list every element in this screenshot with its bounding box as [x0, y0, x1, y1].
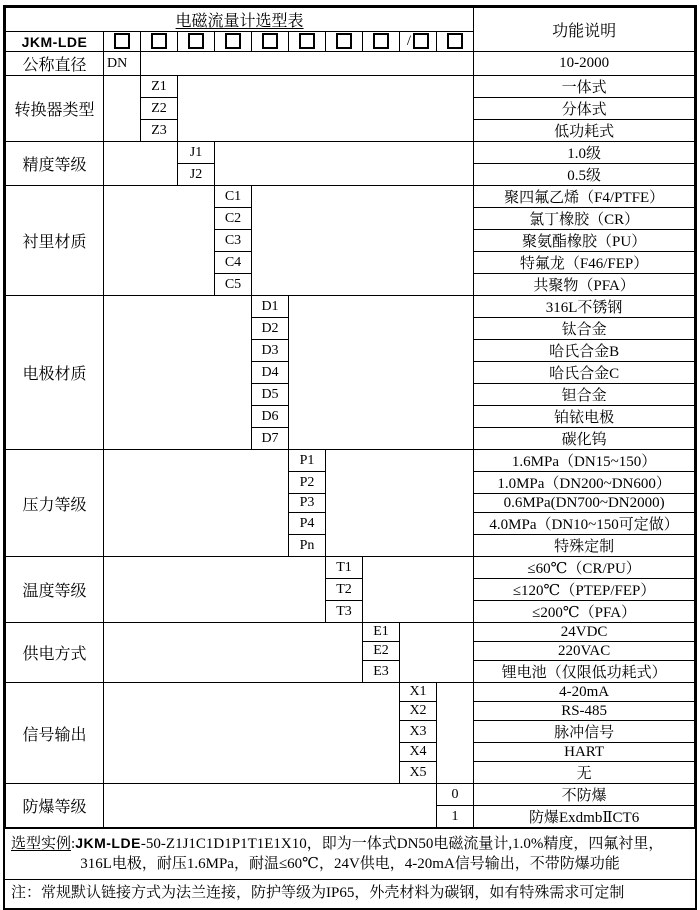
code-cell: J2: [178, 164, 215, 186]
table-row: [6, 142, 695, 164]
table-row: [6, 76, 695, 98]
empty-spacer-cell: [326, 450, 474, 557]
code-cell: C5: [215, 274, 252, 296]
function-desc-cell: 4-20mA: [474, 683, 695, 702]
model-code-cell: [363, 32, 400, 52]
section-label: 精度等级: [6, 142, 104, 186]
table-row: [6, 623, 695, 642]
model-code-cell: [104, 32, 141, 52]
code-cell: E1: [363, 623, 400, 642]
code-cell: DN: [104, 52, 141, 76]
code-cell: X5: [400, 762, 437, 784]
function-desc-cell: 不防爆: [474, 784, 695, 806]
empty-spacer-cell: [400, 623, 474, 683]
model-code-cell: [252, 32, 289, 52]
table-row: [6, 557, 695, 579]
table-row: [6, 52, 695, 76]
selection-table-body: [6, 8, 695, 828]
section-label: 公称直径: [6, 52, 104, 76]
code-cell: D5: [252, 384, 289, 406]
code-cell: E2: [363, 642, 400, 661]
code-cell: D7: [252, 428, 289, 450]
table-row: [6, 296, 695, 318]
table-row: [6, 784, 695, 806]
empty-spacer-cell: [104, 623, 363, 683]
empty-spacer-cell: [104, 450, 289, 557]
function-desc-cell: ≤60℃（CR/PU）: [474, 557, 695, 579]
code-cell: P3: [289, 494, 326, 513]
example-model-code: JKM-LDE: [75, 835, 141, 851]
function-desc-cell: 钽合金: [474, 384, 695, 406]
code-cell: T1: [326, 557, 363, 579]
code-cell: C1: [215, 186, 252, 208]
model-code-cell: [215, 32, 252, 52]
model-code-checkbox[interactable]: [188, 33, 204, 49]
function-desc-cell: RS-485: [474, 702, 695, 721]
function-desc-cell: 220VAC: [474, 642, 695, 661]
function-desc-cell: 无: [474, 762, 695, 784]
code-cell: D6: [252, 406, 289, 428]
empty-spacer-cell: [437, 683, 474, 784]
slash-separator: /: [406, 33, 412, 50]
model-code-cell: [326, 32, 363, 52]
selection-table: [5, 7, 695, 828]
code-cell: D1: [252, 296, 289, 318]
function-desc-cell: 0.6MPa(DN700~DN2000): [474, 494, 695, 513]
model-code-checkbox[interactable]: [299, 33, 315, 49]
empty-spacer-cell: [104, 683, 400, 784]
code-cell: C4: [215, 252, 252, 274]
model-code-checkbox[interactable]: [262, 33, 278, 49]
code-cell: C2: [215, 208, 252, 230]
section-label: 转换器类型: [6, 76, 104, 142]
model-code-checkbox[interactable]: [114, 33, 130, 49]
function-desc-cell: 共聚物（PFA）: [474, 274, 695, 296]
function-desc-cell: 低功耗式: [474, 120, 695, 142]
code-cell: X4: [400, 743, 437, 762]
example-line-1: [11, 833, 689, 854]
code-cell: C3: [215, 230, 252, 252]
example-block: [5, 828, 695, 879]
code-cell: E3: [363, 661, 400, 683]
function-desc-cell: 一体式: [474, 76, 695, 98]
function-desc-cell: ≤120℃（PTEP/FEP）: [474, 579, 695, 601]
code-cell: P2: [289, 472, 326, 494]
code-cell: Z1: [141, 76, 178, 98]
function-desc-cell: 特氟龙（F46/FEP）: [474, 252, 695, 274]
code-cell: D2: [252, 318, 289, 340]
model-code-checkbox[interactable]: [447, 33, 463, 49]
empty-spacer-cell: [141, 52, 474, 76]
code-cell: T3: [326, 601, 363, 623]
model-code-cell: [437, 32, 474, 52]
function-desc-cell: 防爆ExdmbⅡCT6: [474, 806, 695, 828]
function-desc-cell: 聚四氟乙烯（F4/PTFE）: [474, 186, 695, 208]
function-desc-cell: 特殊定制: [474, 535, 695, 557]
code-cell: Z3: [141, 120, 178, 142]
function-desc-cell: 哈氏合金B: [474, 340, 695, 362]
example-line1-rest: -50-Z1J1C1D1P1T1E1X10，即为一体式DN50电磁流量计,1.0%精度，四氟衬里，: [140, 836, 664, 852]
function-desc-cell: 氯丁橡胶（CR）: [474, 208, 695, 230]
table-title: 电磁流量计选型表: [6, 8, 474, 32]
function-desc-cell: 316L不锈钢: [474, 296, 695, 318]
empty-spacer-cell: [178, 76, 474, 142]
table-row: [6, 450, 695, 472]
empty-spacer-cell: [215, 142, 474, 186]
code-cell: Z2: [141, 98, 178, 120]
note-block: 注：常规默认链接方式为法兰连接，防护等级为IP65，外壳材料为碳钢，如有特殊需求可定制: [5, 879, 695, 908]
model-code-checkbox[interactable]: [373, 33, 389, 49]
function-desc-cell: 哈氏合金C: [474, 362, 695, 384]
code-cell: 1: [437, 806, 474, 828]
empty-spacer-cell: [104, 76, 141, 142]
code-cell: T2: [326, 579, 363, 601]
section-label: 衬里材质: [6, 186, 104, 296]
code-cell: X2: [400, 702, 437, 721]
table-row: [6, 683, 695, 702]
empty-spacer-cell: [104, 784, 437, 828]
function-desc-cell: 4.0MPa（DN10~150可定做）: [474, 513, 695, 535]
model-code-checkbox[interactable]: [151, 33, 167, 49]
function-desc-cell: 1.6MPa（DN15~150）: [474, 450, 695, 472]
function-desc-cell: 分体式: [474, 98, 695, 120]
code-cell: 0: [437, 784, 474, 806]
function-desc-cell: 10-2000: [474, 52, 695, 76]
model-code-cell: [400, 32, 437, 52]
section-label: 信号输出: [6, 683, 104, 784]
model-code-checkbox[interactable]: [336, 33, 352, 49]
function-desc-cell: HART: [474, 743, 695, 762]
example-prefix: 选型实例: [11, 836, 72, 852]
section-label: 供电方式: [6, 623, 104, 683]
title-row: [6, 8, 695, 32]
example-line-2: 316L电极，耐压1.6MPa，耐温≤60℃，24V供电，4-20mA信号输出，不带防爆功能: [80, 856, 620, 872]
empty-spacer-cell: [363, 557, 474, 623]
selection-sheet: [3, 5, 697, 910]
function-desc-cell: 钛合金: [474, 318, 695, 340]
function-column-header: 功能说明: [474, 8, 695, 52]
code-cell: J1: [178, 142, 215, 164]
section-label: 电极材质: [6, 296, 104, 450]
empty-spacer-cell: [104, 296, 252, 450]
example-colon: :: [71, 836, 76, 852]
function-desc-cell: ≤200℃（PFA）: [474, 601, 695, 623]
function-desc-cell: 24VDC: [474, 623, 695, 642]
function-desc-cell: 0.5级: [474, 164, 695, 186]
code-cell: D3: [252, 340, 289, 362]
code-cell: P1: [289, 450, 326, 472]
empty-spacer-cell: [104, 186, 215, 296]
code-cell: P4: [289, 513, 326, 535]
code-cell: Pn: [289, 535, 326, 557]
model-code-cell: [178, 32, 215, 52]
empty-spacer-cell: [104, 557, 326, 623]
empty-spacer-cell: [104, 142, 178, 186]
function-desc-cell: 铂铱电极: [474, 406, 695, 428]
model-code-checkbox[interactable]: [225, 33, 241, 49]
table-row: [6, 186, 695, 208]
code-cell: X1: [400, 683, 437, 702]
function-desc-cell: 1.0级: [474, 142, 695, 164]
code-cell: X3: [400, 721, 437, 743]
model-code-cell: [141, 32, 178, 52]
function-desc-cell: 聚氨酯橡胶（PU）: [474, 230, 695, 252]
section-label: 温度等级: [6, 557, 104, 623]
model-code-cell: [289, 32, 326, 52]
section-label: 压力等级: [6, 450, 104, 557]
code-cell: D4: [252, 362, 289, 384]
empty-spacer-cell: [289, 296, 474, 450]
empty-spacer-cell: [252, 186, 474, 296]
section-label: 防爆等级: [6, 784, 104, 828]
function-desc-cell: 碳化钨: [474, 428, 695, 450]
model-code-checkbox[interactable]: [413, 33, 429, 49]
model-prefix-label: JKM-LDE: [6, 32, 104, 52]
function-desc-cell: 1.0MPa（DN200~DN600）: [474, 472, 695, 494]
function-desc-cell: 锂电池（仅限低功耗式）: [474, 661, 695, 683]
function-desc-cell: 脉冲信号: [474, 721, 695, 743]
